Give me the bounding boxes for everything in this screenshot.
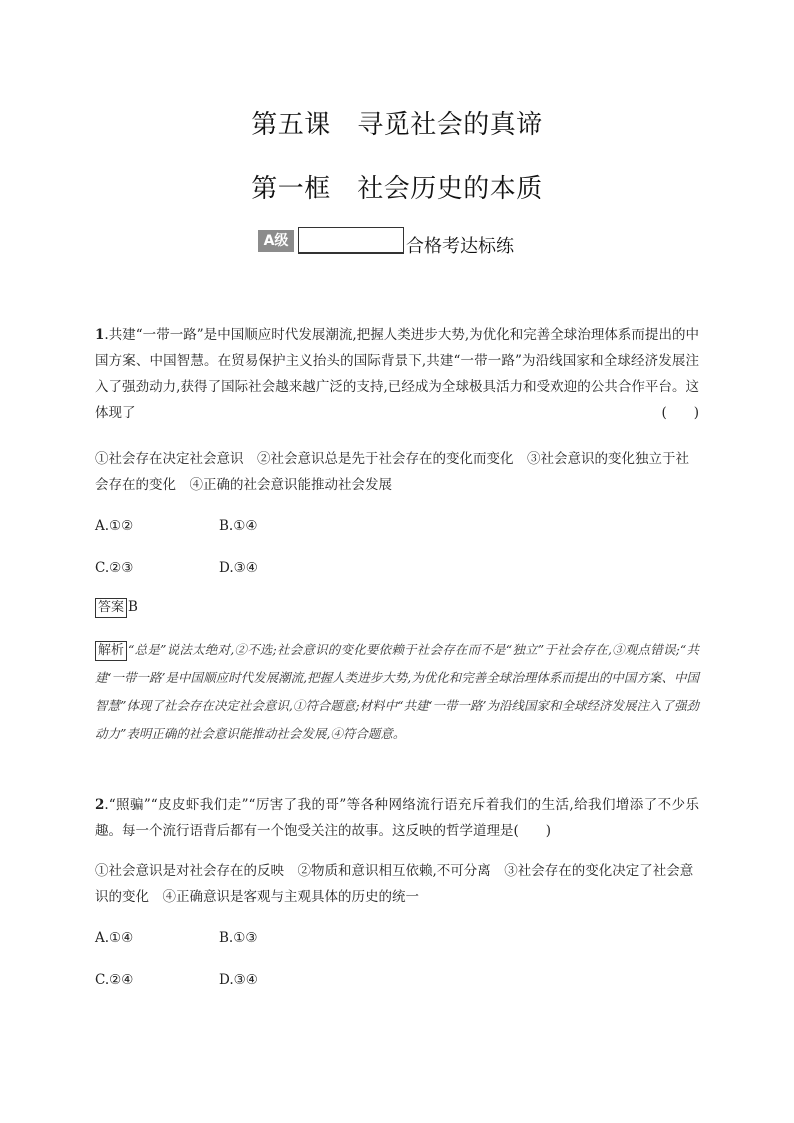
question-text: .共建“一带一路”是中国顺应时代发展潮流,把握人类进步大势,为优化和完善全球治理体系而提出的中国方案、中国智慧。在贸易保护主义抬头的国际背景下,共建“一带一路”为沿线国家和全球经济发展注入了强劲动力,获得了国际社会越来越广泛的支持,已经成为全球极具活力和受欢迎的公共合作平台。这体现了 <box>95 327 699 421</box>
option-c[interactable]: C.②③ <box>95 560 134 576</box>
question-number: 1 <box>95 327 105 343</box>
level-badge: A级 <box>258 230 294 252</box>
answer-tag: 答案 <box>95 598 127 618</box>
option-b[interactable]: B.①④ <box>219 518 258 534</box>
answer-paren: ( ) <box>661 405 699 421</box>
level-box <box>298 227 404 254</box>
answer-row <box>95 598 138 618</box>
question-1-statements: ①社会存在决定社会意识 ②社会意识总是先于社会存在的变化而变化 ③社会意识的变化独立于社会存在的变化 ④正确的社会意识能推动社会发展 <box>95 451 689 493</box>
question-1-stem <box>95 322 699 426</box>
option-a[interactable]: A.①④ <box>95 930 134 946</box>
analysis-text: “总是”说法太绝对,②不选;社会意识的变化要依赖于社会存在而不是“独立”于社会存在,③观点错误;“共建‘一带一路’是中国顺应时代发展潮流,把握人类进步大势,为优化和完善全球治理体系而提出的中国方案、中国智慧”体现了社会存在决定社会意识,①符合题意;材料中“共建‘一带一路’为沿线国家和全球经济发展注入了强劲动力”表明正确的社会意识能推动社会发展,④符合题意。 <box>95 642 699 741</box>
question-2-stem <box>95 792 699 844</box>
level-label: 合格考达标练 <box>406 236 514 257</box>
lesson-title: 第五课 寻觅社会的真谛 <box>251 110 543 140</box>
section-title: 第一框 社会历史的本质 <box>251 174 543 204</box>
analysis-block <box>95 636 699 748</box>
option-a[interactable]: A.①② <box>95 518 134 534</box>
question-number: 2 <box>95 797 105 813</box>
option-d[interactable]: D.③④ <box>219 560 258 576</box>
question-text: .“照骗”“皮皮虾我们走”“厉害了我的哥”等各种网络流行语充斥着我们的生活,给我们增添了不少乐趣。每一个流行语背后都有一个饱受关注的故事。这反映的哲学道理是( ) <box>95 797 699 839</box>
option-d[interactable]: D.③④ <box>219 972 258 988</box>
option-c[interactable]: C.②④ <box>95 972 134 988</box>
question-2-statements: ①社会意识是对社会存在的反映 ②物质和意识相互依赖,不可分离 ③社会存在的变化决定了社会意识的变化 ④正确意识是客观与主观具体的历史的统一 <box>95 863 694 905</box>
answer-value: B <box>128 599 138 615</box>
option-b[interactable]: B.①③ <box>219 930 258 946</box>
analysis-tag: 解析 <box>95 641 127 661</box>
